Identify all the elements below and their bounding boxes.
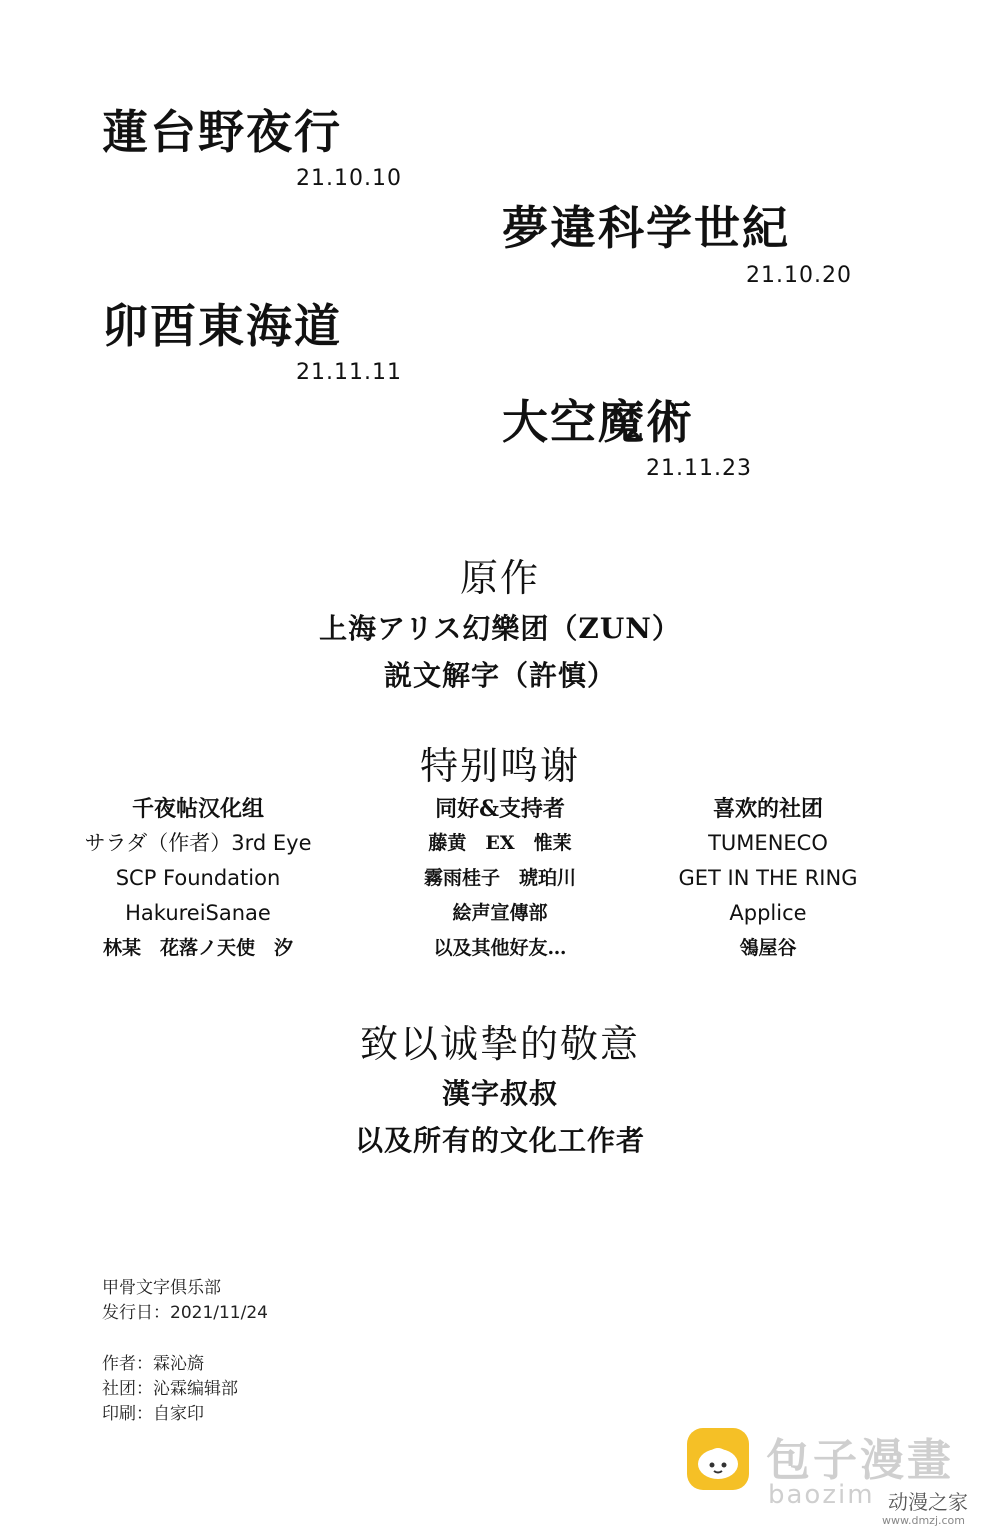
story-title-1: 蓮台野夜行 [102, 105, 342, 159]
story-date-2: 21.10.20 [746, 263, 852, 288]
thanks-column-supporters [350, 792, 650, 966]
list-item: サラダ（作者）3rd Eye [84, 831, 312, 855]
original-line-2: 説文解字（許慎） [383, 659, 616, 692]
story-title-2: 夢違科学世紀 [502, 201, 790, 255]
imprint-circle: 社团：沁霖编辑部 [102, 1379, 238, 1399]
story-title-3: 卯酉東海道 [102, 299, 342, 353]
imprint-issue-date: 发行日：2021/11/24 [102, 1303, 268, 1323]
story-title-4: 大空魔術 [502, 395, 694, 449]
story-date-4: 21.11.23 [646, 456, 752, 481]
original-heading: 原作 [459, 556, 540, 600]
list-item: Applice [729, 901, 807, 925]
column-heading: 千夜帖汉化组 [131, 796, 264, 822]
list-item: GET IN THE RING [678, 866, 858, 890]
column-heading: 喜欢的社团 [712, 796, 823, 822]
list-item: TUMENECO [708, 831, 828, 855]
list-item: HakureiSanae [125, 901, 271, 925]
list-item: 絵声宣傳部 [452, 902, 548, 924]
list-item: SCP Foundation [115, 866, 281, 890]
list-item: 以及其他好友… [433, 937, 567, 959]
list-item: 霧雨桂子 琥珀川 [423, 867, 576, 889]
thanks-heading: 特别鸣谢 [419, 744, 580, 788]
list-item: 藤黄 EX 惟茉 [428, 832, 572, 854]
thanks-column-circles [618, 792, 918, 966]
respect-heading: 致以诚挚的敬意 [359, 1022, 640, 1066]
imprint-publisher: 甲骨文字俱乐部 [102, 1278, 221, 1298]
imprint-printing: 印刷：自家印 [102, 1404, 204, 1424]
watermark-brand: 包子漫畫 [766, 1435, 954, 1486]
respect-line-2: 以及所有的文化工作者 [354, 1124, 645, 1157]
original-line-1: 上海アリス幻樂团（ZUN） [319, 612, 681, 645]
imprint-author: 作者：霖沁旖 [102, 1354, 204, 1374]
story-date-1: 21.10.10 [296, 166, 402, 191]
watermark-site: www.dmzj.com [882, 1514, 965, 1527]
list-item: 鴒屋谷 [739, 937, 797, 959]
watermark-tagline: 动漫之家 [888, 1490, 968, 1514]
list-item: 林某 花落ノ天使 汐 [102, 937, 293, 959]
thanks-column-translators [48, 792, 348, 966]
watermark-url: baozim [768, 1480, 875, 1510]
column-heading: 同好&支持者 [435, 796, 565, 822]
respect-line-1: 漢字叔叔 [441, 1077, 558, 1110]
bun-logo-icon [687, 1428, 749, 1490]
story-date-3: 21.11.11 [296, 360, 402, 385]
